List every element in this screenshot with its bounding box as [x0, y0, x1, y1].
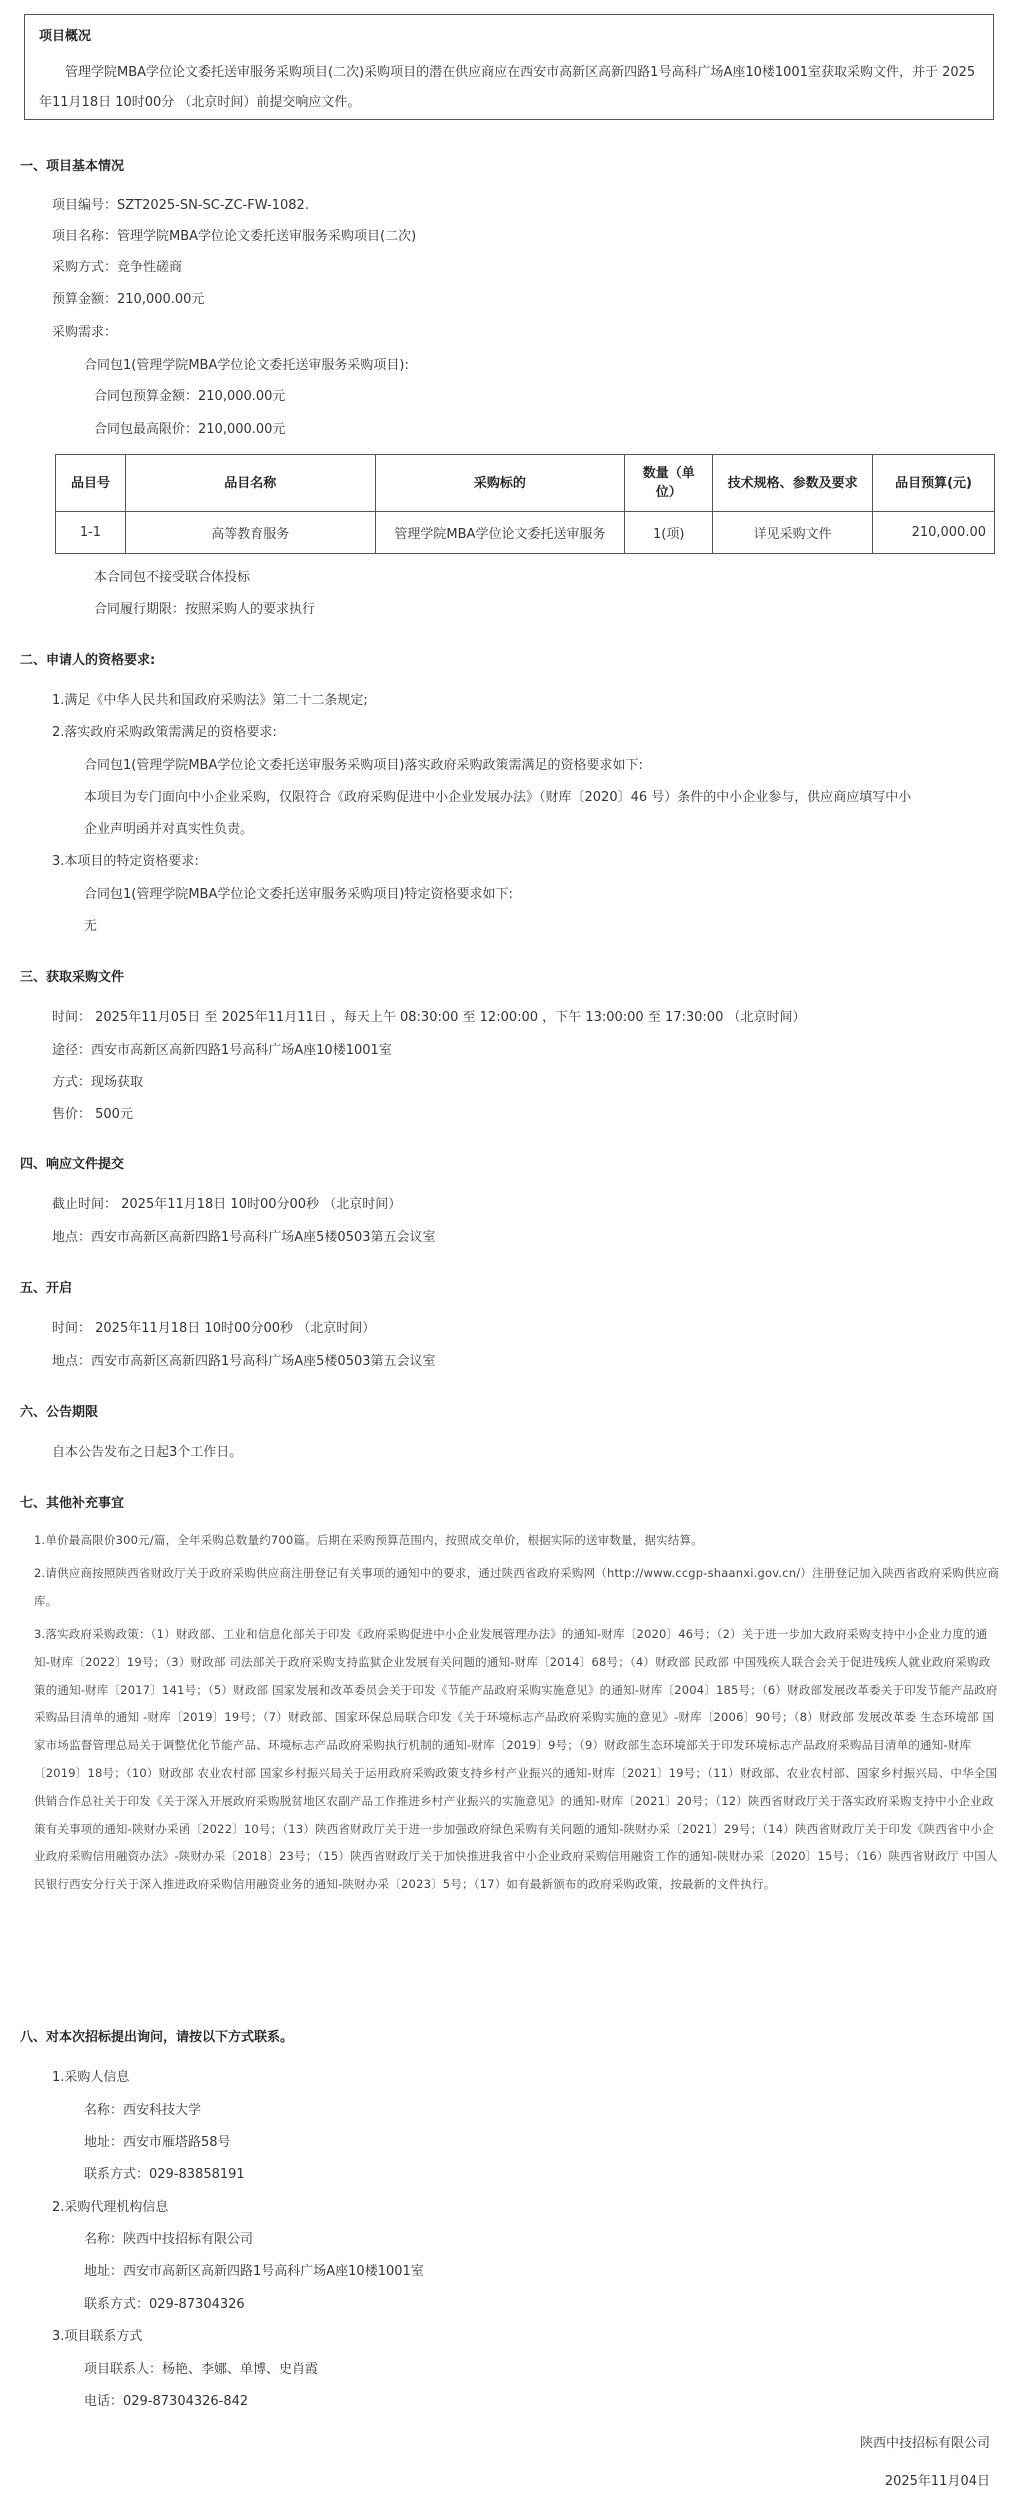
contact-people: 项目联系人：杨艳、李娜、单博、史肖霞 [84, 2362, 319, 2377]
cell-quantity: 1(项) [625, 512, 713, 554]
project-number: 项目编号：SZT2025-SN-SC-ZC-FW-1082. [52, 198, 309, 213]
acquire-mode: 方式：现场获取 [52, 1075, 144, 1090]
purchaser-name: 名称：西安科技大学 [84, 2103, 202, 2118]
acquire-price: 售价： 500元 [52, 1107, 133, 1122]
section-3-heading: 三、获取采购文件 [20, 970, 125, 985]
project-contact: 3.项目联系方式 [52, 2329, 143, 2344]
section-5-heading: 五、开启 [20, 1281, 73, 1296]
cell-subject: 管理学院MBA学位论文委托送审服务 [375, 512, 625, 554]
header-budget: 品目预算(元) [873, 455, 995, 512]
submission-deadline: 截止时间： 2025年11月18日 10时00分00秒 （北京时间） [52, 1197, 402, 1212]
submission-place: 地点：西安市高新区高新四路1号高科广场A座5楼0503第五会议室 [52, 1230, 436, 1245]
section-4-heading: 四、响应文件提交 [20, 1157, 125, 1172]
qualification-2: 2.落实政府采购政策需满足的资格要求: [52, 725, 277, 740]
agency-info: 2.采购代理机构信息 [52, 2200, 169, 2215]
header-subject: 采购标的 [375, 455, 625, 512]
table-row [56, 512, 995, 554]
header-item-name: 品目名称 [125, 455, 375, 512]
header-quantity [625, 455, 713, 512]
agency-phone: 联系方式：029-87304326 [84, 2297, 245, 2312]
qualification-2b-line2: 企业声明函并对真实性负责。 [84, 822, 254, 837]
qualification-1: 1.满足《中华人民共和国政府采购法》第二十二条规定; [52, 693, 368, 708]
package-budget: 合同包预算金额：210,000.00元 [94, 389, 286, 404]
cell-budget: 210,000.00 [873, 512, 995, 554]
header-spec: 技术规格、参数及要求 [713, 455, 873, 512]
table-header-row [56, 455, 995, 512]
procurement-method: 采购方式：竞争性磋商 [52, 260, 183, 275]
footer-company: 陕西中技招标有限公司 [859, 2436, 990, 2451]
overview-box [24, 14, 994, 120]
header-item-no: 品目号 [56, 455, 126, 512]
qualification-3: 3.本项目的特定资格要求: [52, 854, 199, 869]
section-7-heading: 七、其他补充事宜 [20, 1496, 125, 1511]
contact-phone: 电话：029-87304326-842 [84, 2394, 249, 2409]
qualification-3a: 合同包1(管理学院MBA学位论文委托送审服务采购项目)特定资格要求如下: [84, 887, 513, 902]
qualification-3b: 无 [84, 919, 98, 934]
supplement-3: 3.落实政府采购政策：（1）财政部、工业和信息化部关于印发《政府采购促进中小企业发展管理办法》的通知-财库〔2020〕46号；（2）关于进一步加大政府采购支持中小企业力度的通知-财库〔2022〕19号；（3）财政部 司法部关于政府采购支持监狱企业发展有关问题的通知-财库〔2014〕68号；（4）财政部 民政部 中国残疾人联合会关于促进残疾人就业政府采购政策的通知-财库〔2017〕141号；（5）财政部 国家发展和改革委员会关于印发《节能产品政府采购实施意见》的通知-财库〔2004〕185号；（6）财政部发展改革委关于印发节能产品政府采购品目清单的通知 -财库〔2019〕19号；（7）财政部、国家环保总局联合印发《关于环境标志产品政府采购实施的意见》-财库〔2006〕90号；（8）财政部 发展改革委 生态环境部 国家市场监督管理总局关于调整优化节能产品、环境标志产品政府采购执行机制的通知-财库〔2019〕9号；（9）财政部生态环境部关于印发环境标志产品政府采购品目清单的通知-财库〔2019〕18号；（10）财政部 农业农村部 国家乡村振兴局关于运用政府采购政策支持乡村产业振兴的通知-财库〔2021〕19号；（11）财政部、农业农村部、国家乡村振兴局、中华全国供销合作总社关于印发《关于深入开展政府采购脱贫地区农副产品工作推进乡村产业振兴的实施意见》的通知-财库〔2021〕20号；（12）陕西省财政厅关于落实政府采购支持中小企业政策有关事项的通知-陕财办采函〔2022〕10号；（13）陕西省财政厅关于进一步加强政府绿色采购有关问题的通知-陕财办采〔2021〕29号；（14）陕西省财政厅关于印发《陕西省中小企业政府采购信用融资办法》-陕财办采〔2018〕23号；（15）陕西省财政厅关于加快推进我省中小企业政府采购信用融资工作的通知-陕财办采〔2020〕15号；（16）陕西省财政厅 中国人民银行西安分行关于深入推进政府采购信用融资业务的通知-陕财办采〔2023〕5号；（17）如有最新颁布的政府采购政策，按最新的文件执行。 [34, 1627, 998, 1892]
contract-term: 合同履行期限：按照采购人的要求执行 [94, 602, 316, 617]
acquire-time: 时间： 2025年11月05日 至 2025年11月11日 ，每天上午 08:30:00 至 12:00:00 ，下午 13:00:00 至 17:30:00 （北京时间） [52, 1010, 806, 1025]
cell-item-name: 高等教育服务 [125, 512, 375, 554]
section-2-heading: 二、申请人的资格要求: [20, 653, 156, 668]
notice-period: 自本公告发布之日起3个工作日。 [52, 1445, 243, 1460]
cell-item-no: 1-1 [56, 512, 126, 554]
agency-address: 地址：西安市高新区高新四路1号高科广场A座10楼1001室 [84, 2264, 424, 2279]
header-quantity-line2: 位） [655, 485, 682, 500]
qualification-2b-line1: 本项目为专门面向中小企业采购，仅限符合《政府采购促进中小企业发展办法》（财库〔2020〕46 号）条件的中小企业参与，供应商应填写中小 [84, 790, 912, 805]
section-8-heading: 八、对本次招标提出询问，请按以下方式联系。 [20, 2030, 294, 2045]
supplement-1: 1.单价最高限价300元/篇，全年采购总数量约700篇。后期在采购预算范围内，按照成交单价，根据实际的送审数量，据实结算。 [34, 1533, 703, 1547]
cell-spec: 详见采购文件 [713, 512, 873, 554]
project-name: 项目名称：管理学院MBA学位论文委托送审服务采购项目(二次) [52, 229, 417, 244]
section-6-heading: 六、公告期限 [20, 1405, 99, 1420]
contract-package: 合同包1(管理学院MBA学位论文委托送审服务采购项目): [84, 358, 409, 373]
agency-name: 名称：陕西中技招标有限公司 [84, 2232, 254, 2247]
budget-amount: 预算金额：210,000.00元 [52, 292, 205, 307]
acquire-way: 途径：西安市高新区高新四路1号高科广场A座10楼1001室 [52, 1043, 392, 1058]
procurement-needs: 采购需求： [52, 325, 118, 340]
items-table [55, 454, 995, 554]
opening-place: 地点：西安市高新区高新四路1号高科广场A座5楼0503第五会议室 [52, 1354, 436, 1369]
overview-title: 项目概况 [39, 29, 92, 44]
overview-text: 管理学院MBA学位论文委托送审服务采购项目(二次)采购项目的潜在供应商应在西安市高新区高新四路1号高科广场A座10楼1001室获取采购文件，并于 2025年11月18日 10时00分 （北京时间）前提交响应文件。 [39, 65, 976, 110]
purchaser-address: 地址：西安市雁塔路58号 [84, 2135, 231, 2150]
package-max-price: 合同包最高限价：210,000.00元 [94, 422, 286, 437]
purchaser-info: 1.采购人信息 [52, 2070, 130, 2085]
supplement-2: 2.请供应商按照陕西省财政厅关于政府采购供应商注册登记有关事项的通知中的要求，通过陕西省政府采购网（http://www.ccgp-shaanxi.gov.cn/）注册登记加入陕西省政府采购供应商库。 [34, 1566, 1000, 1608]
purchaser-phone: 联系方式：029-83858191 [84, 2167, 245, 2182]
footer-date: 2025年11月04日 [884, 2474, 990, 2489]
qualification-2a: 合同包1(管理学院MBA学位论文委托送审服务采购项目)落实政府采购政策需满足的资格要求如下: [84, 758, 643, 773]
no-consortium: 本合同包不接受联合体投标 [94, 570, 251, 585]
header-quantity-line1: 数量（单 [642, 466, 695, 481]
opening-time: 时间： 2025年11月18日 10时00分00秒 （北京时间） [52, 1321, 376, 1336]
section-1-heading: 一、项目基本情况 [20, 159, 125, 174]
